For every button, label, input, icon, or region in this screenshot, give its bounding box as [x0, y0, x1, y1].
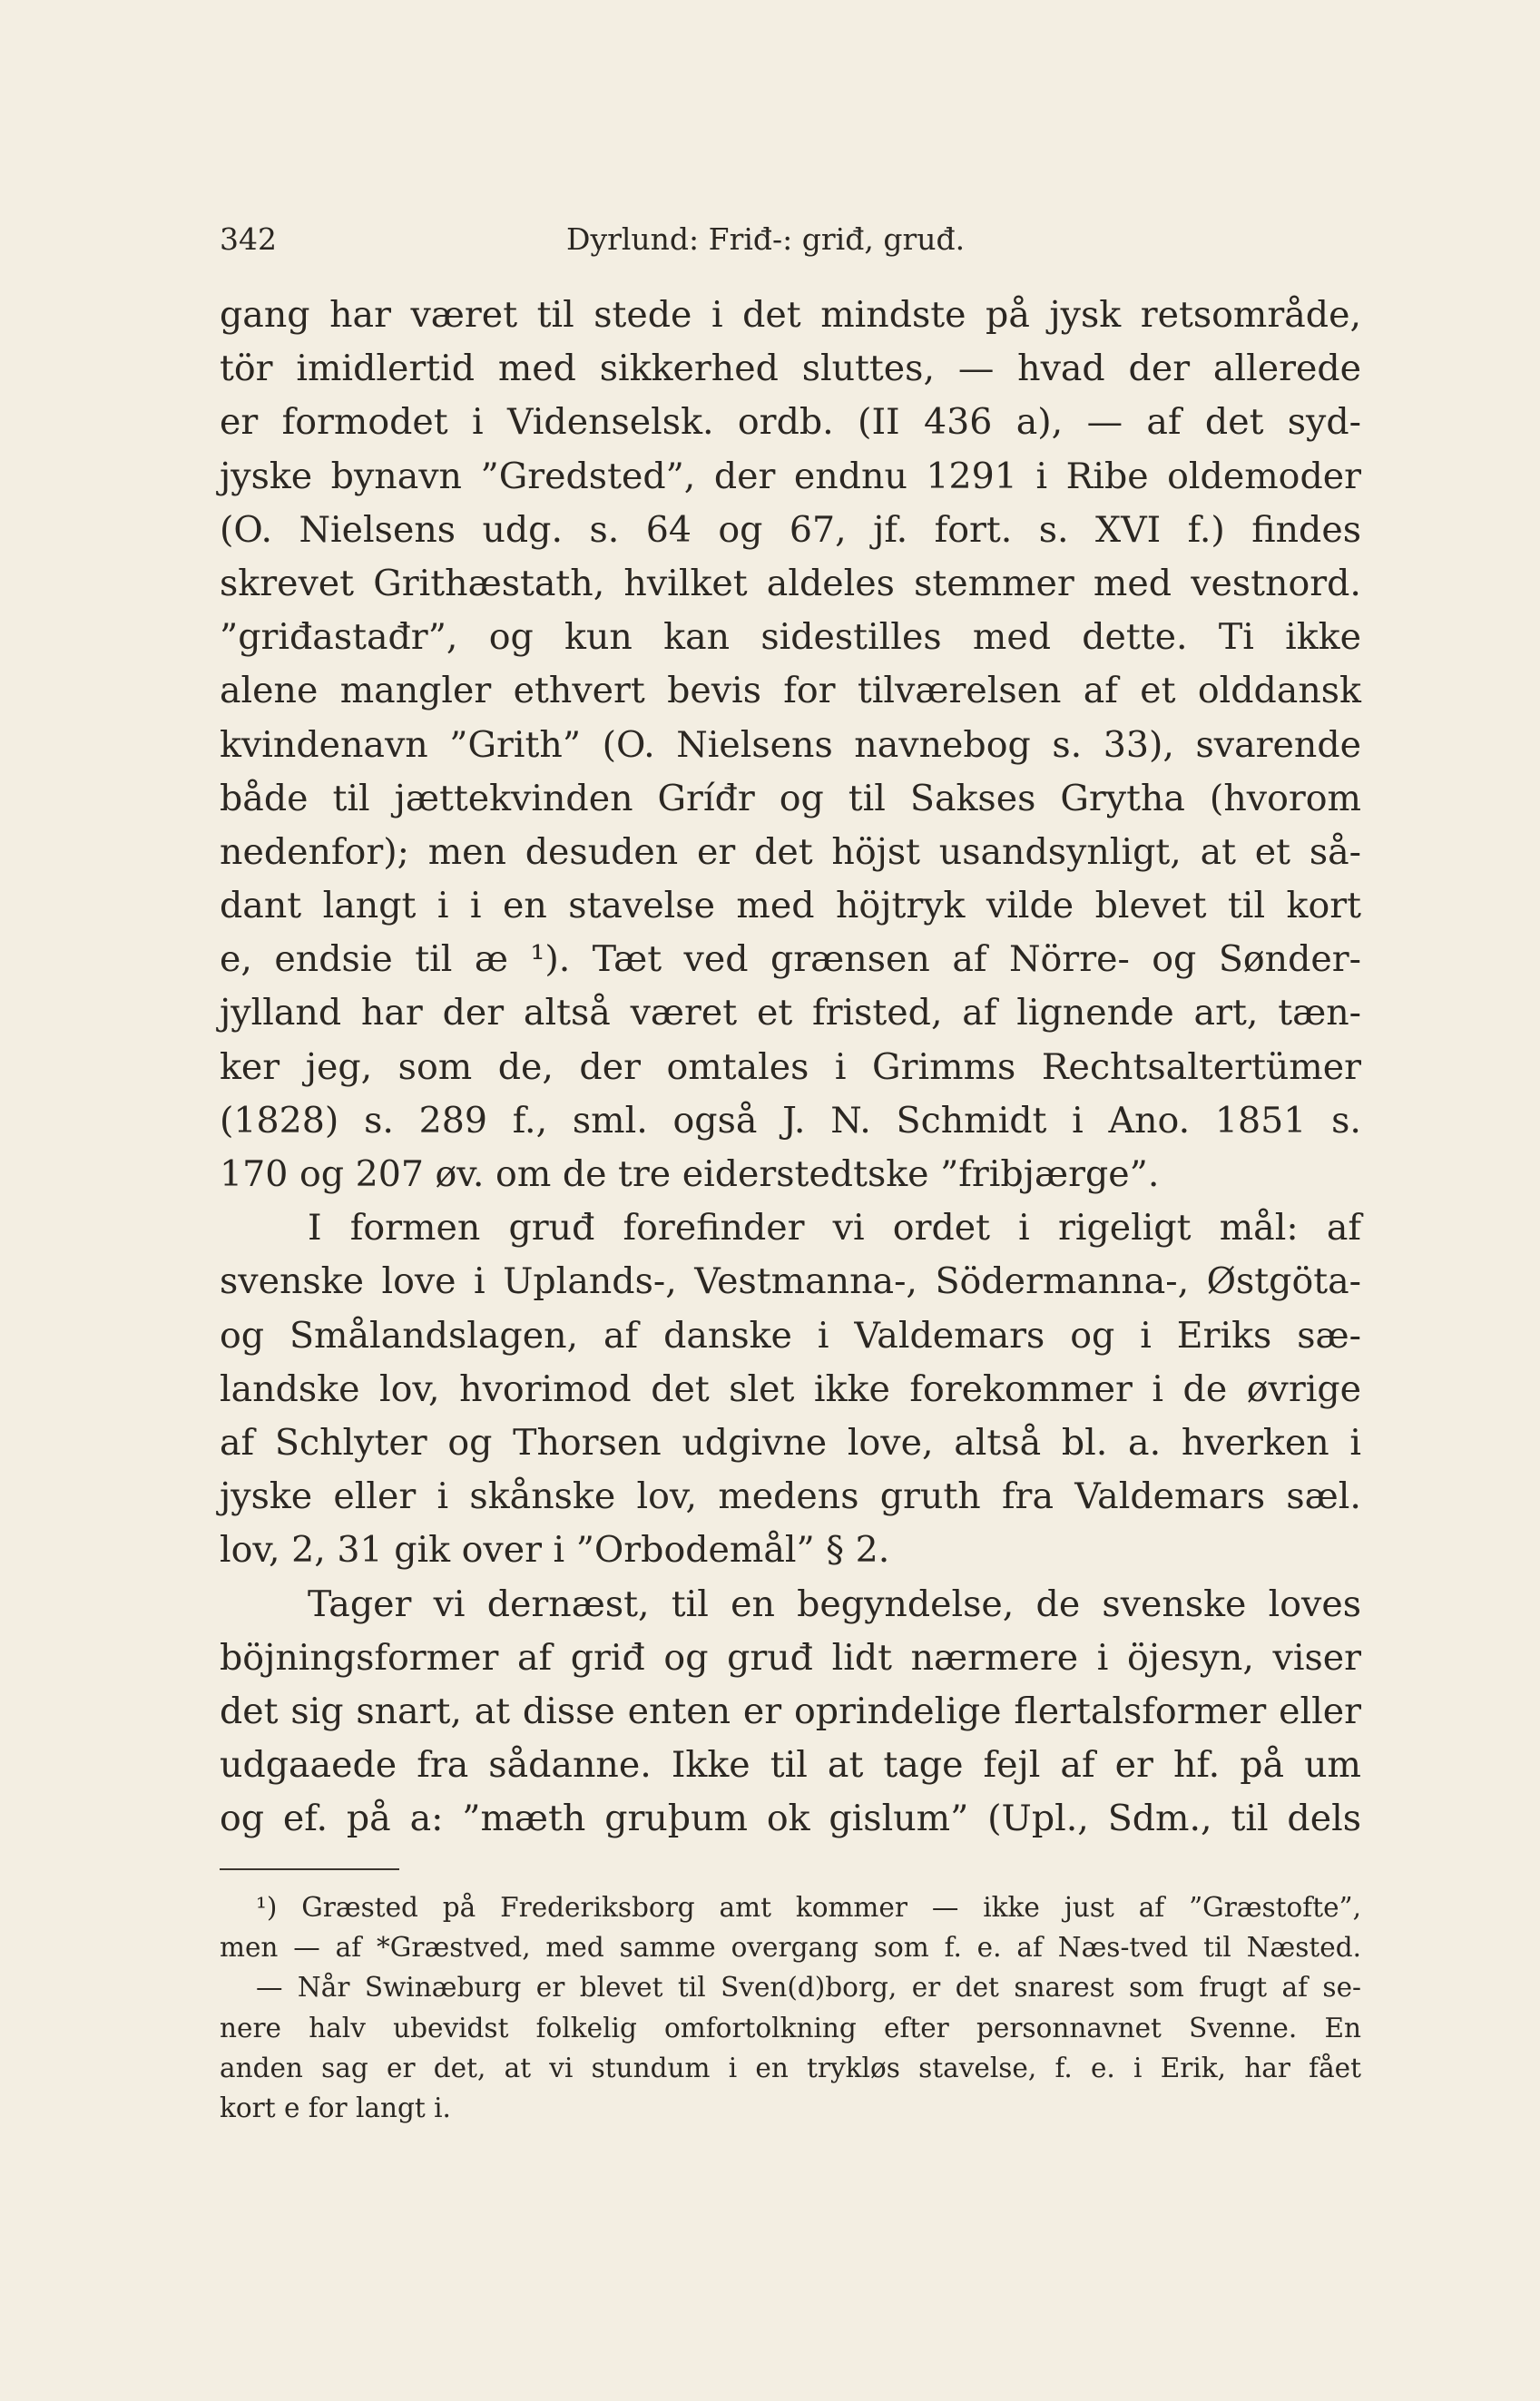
text-line: landske lov, hvorimod det slet ikke forekommer i de øvrige — [220, 1367, 1361, 1410]
text-line: e, endsie til æ ¹). Tæt ved grænsen af Nörre- og Sønder- — [220, 938, 1361, 981]
footnote-line: nere halv ubevidst folkelig omfortolkning efter personnavnet Svenne. En — [220, 2012, 1361, 2043]
text-line: böjningsformer af griđ og gruđ lidt nærmere i öjesyn, viser — [220, 1636, 1361, 1679]
text-line: svenske love i Uplands-, Vestmanna-, Södermanna-, Østgöta- — [220, 1260, 1361, 1303]
footnote-line: ¹) Græsted på Frederiksborg amt kommer — ikke just af ”Græstofte”, — [256, 1892, 1361, 1923]
text-line: jyske eller i skånske lov, medens gruth fra Valdemars sæl. — [220, 1475, 1361, 1518]
footnote-line: men — af *Græstved, med samme overgang som f. e. af Næs-tved til Næsted. — [220, 1932, 1361, 1964]
text-line: 170 og 207 øv. om de tre eiderstedtske ”fribjærge”. — [220, 1153, 1160, 1195]
text-line: og Smålandslagen, af danske i Valdemars og i Eriks sæ- — [220, 1314, 1361, 1357]
footnote-divider — [220, 1868, 399, 1870]
text-line: ker jeg, som de, der omtales i Grimms Rechtsaltertümer — [220, 1045, 1361, 1088]
text-line: jylland har der altså været et fristed, af lignende art, tæn- — [220, 992, 1361, 1034]
main-text — [220, 289, 1361, 1846]
text-line: alene mangler ethvert bevis for tilværelsen af et olddansk — [220, 670, 1361, 712]
text-line: af Schlyter og Thorsen udgivne love, altså bl. a. hverken i — [220, 1421, 1361, 1464]
text-line: jyske bynavn ”Gredsted”, der endnu 1291 i Ribe oldemoder — [220, 455, 1361, 497]
text-line: skrevet Grithæstath, hvilket aldeles stemmer med vestnord. — [220, 562, 1361, 604]
text-line: lov, 2, 31 gik over i ”Orbodemål” § 2. — [220, 1529, 890, 1572]
text-line: kvindenavn ”Grith” (O. Nielsens navnebog s. 33), svarende — [220, 723, 1361, 766]
footnote-line: kort e for langt i. — [220, 2092, 451, 2123]
text-line: nedenfor); men desuden er det höjst usandsynligt, at et så- — [220, 830, 1361, 873]
text-line: tör imidlertid med sikkerhed sluttes, — hvad der allerede — [220, 348, 1361, 390]
text-line: udgaaede fra sådanne. Ikke til at tage fejl af er hf. på um — [220, 1744, 1361, 1787]
text-line: (O. Nielsens udg. s. 64 og 67, jf. fort. s. XVI f.) findes — [220, 508, 1361, 551]
page-header — [220, 221, 1363, 267]
text-line: (1828) s. 289 f., sml. også J. N. Schmidt i Ano. 1851 s. — [220, 1099, 1361, 1142]
text-line: gang har været til stede i det mindste på jysk retsområde, — [220, 294, 1361, 336]
text-line: ”griđastađr”, og kun kan sidestilles med dette. Ti ikke — [220, 616, 1361, 659]
text-line: dant langt i i en stavelse med höjtryk vilde blevet til kort — [220, 885, 1361, 927]
footnotes — [220, 1887, 1361, 2128]
text-line: I formen gruđ forefinder vi ordet i rigeligt mål: af — [308, 1207, 1361, 1250]
text-line: er formodet i Videnselsk. ordb. (II 436 a), — af det syd- — [220, 401, 1361, 444]
text-line: både til jættekvinden Gríđr og til Sakses Grytha (hvorom — [220, 777, 1361, 819]
footnote-line: — Når Swinæburg er blevet til Sven(d)borg, er det snarest som frugt af se- — [256, 1972, 1361, 2004]
footnote-line: anden sag er det, at vi stundum i en trykløs stavelse, f. e. i Erik, har fået — [220, 2052, 1361, 2083]
running-head: Dyrlund: Friđ-: griđ, gruđ. — [566, 221, 966, 257]
text-line: det sig snart, at disse enten er oprindelige flertalsformer eller — [220, 1690, 1361, 1732]
text-line: Tager vi dernæst, til en begyndelse, de svenske loves — [308, 1583, 1361, 1625]
page-number: 342 — [220, 221, 277, 257]
text-line: og ef. på a: ”mæth gruþum ok gislum” (Upl., Sdm., til dels — [220, 1798, 1361, 1840]
